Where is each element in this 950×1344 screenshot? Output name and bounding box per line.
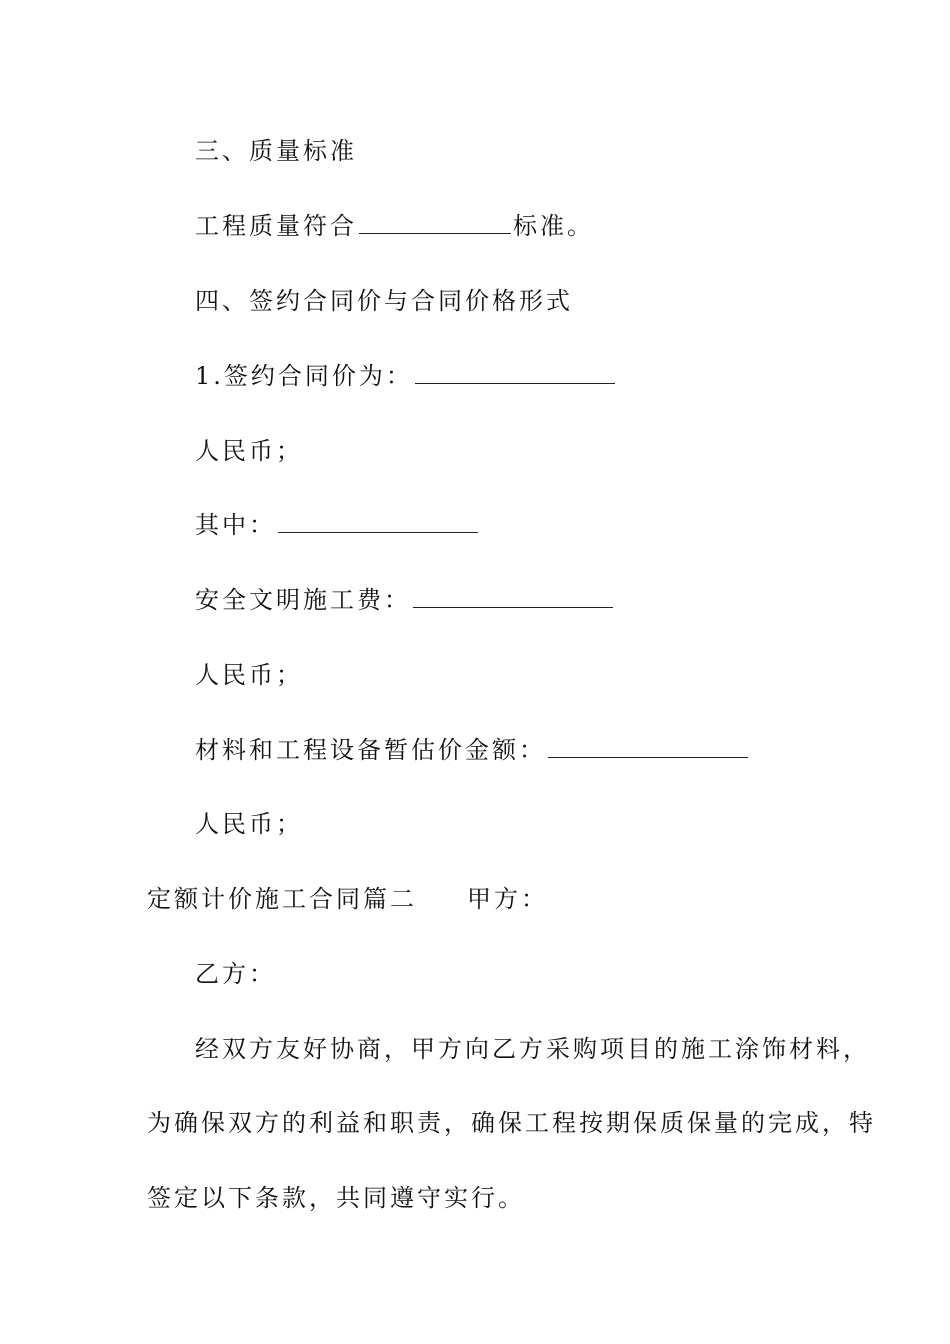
safety-fee-line (147, 580, 875, 620)
currency-line (147, 655, 875, 695)
currency-text: 人民币； (195, 661, 303, 689)
label-text: 其中： (195, 511, 276, 539)
currency-line (147, 431, 875, 471)
label-text: 工程质量符合 (195, 212, 357, 240)
contract-price-line (147, 356, 875, 396)
contract-title: 定额计价施工合同篇二 (147, 885, 417, 913)
of-which-blank[interactable] (278, 510, 478, 533)
party-b-line (147, 954, 875, 994)
section-heading-contract-price (147, 281, 875, 321)
provisional-sum-line (147, 730, 875, 770)
label-text: 安全文明施工费： (195, 586, 411, 614)
safety-fee-blank[interactable] (413, 585, 613, 608)
heading-text: 三、质量标准 (195, 137, 357, 165)
quality-standard-line (147, 206, 875, 246)
currency-line (147, 804, 875, 844)
body-paragraph-line-3 (147, 1178, 827, 1218)
suffix-text: 标准。 (513, 212, 594, 240)
label-text: 材料和工程设备暂估价金额： (195, 736, 546, 764)
body-paragraph-line-2 (147, 1103, 876, 1143)
contract-price-blank[interactable] (415, 361, 615, 384)
party-b-label: 乙方： (195, 960, 276, 988)
currency-text: 人民币； (195, 810, 303, 838)
section-heading-quality (147, 131, 875, 171)
provisional-sum-blank[interactable] (548, 735, 748, 758)
of-which-line (147, 505, 875, 545)
paragraph-text: 为确保双方的利益和职责，确保工程按期保质保量的完成，特 (147, 1109, 876, 1137)
party-a-label: 甲方： (467, 885, 548, 913)
quality-standard-blank[interactable] (359, 211, 511, 234)
contract-two-title-line (147, 879, 827, 919)
paragraph-text: 经双方友好协商，甲方向乙方采购项目的施工涂饰材料， (195, 1035, 870, 1063)
heading-text: 四、签约合同价与合同价格形式 (195, 287, 573, 315)
paragraph-text: 签定以下条款，共同遵守实行。 (147, 1184, 525, 1212)
label-text: 1.签约合同价为： (195, 362, 413, 390)
body-paragraph-line-1 (147, 1029, 875, 1069)
currency-text: 人民币； (195, 437, 303, 465)
